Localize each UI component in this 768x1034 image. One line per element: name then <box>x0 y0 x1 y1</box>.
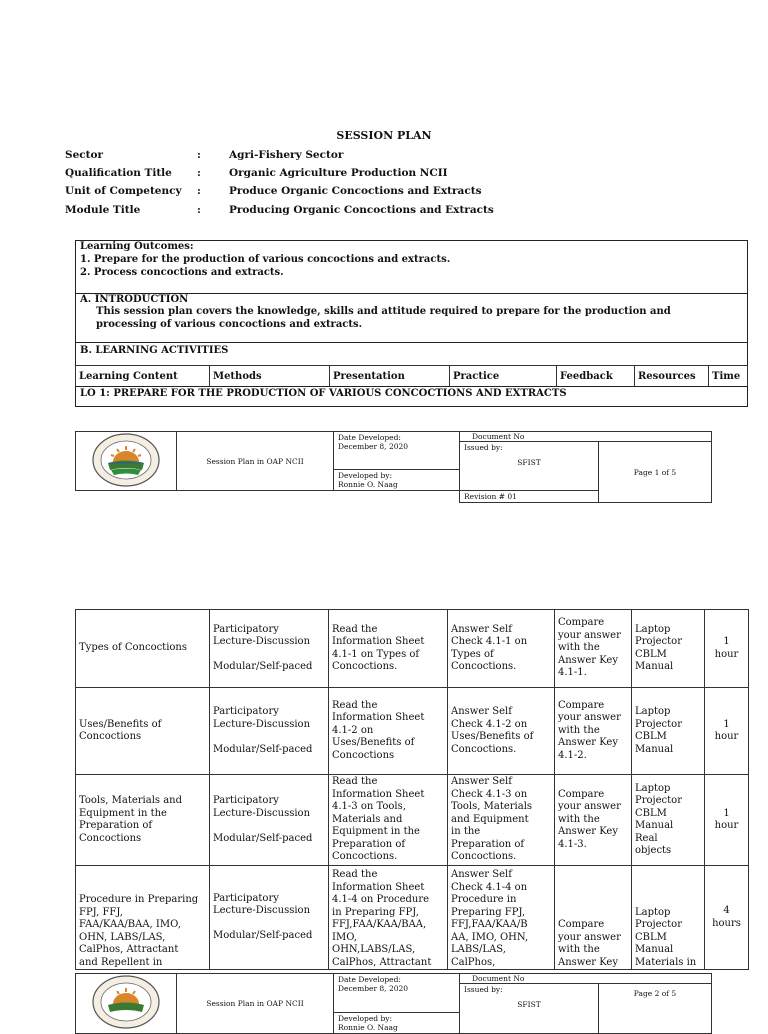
cell-content: Procedure in Preparing FPJ, FFJ, FAA/KAA/BAA, IMO, OHN, LABS/LAS, CalPhos, Attractant and Repellent in <box>76 866 210 970</box>
date-cell <box>334 432 460 470</box>
developer-label: Developed by: <box>338 471 393 480</box>
issued-label: Issued by: <box>464 985 503 994</box>
lo1-row <box>75 386 748 407</box>
developer-label: Developed by: <box>338 1013 393 1023</box>
cell-practice: Answer Self Check 4.1-2 on Uses/Benefits of Concoctions. <box>448 688 555 775</box>
table-row <box>76 688 749 775</box>
doc-no-cell: Document No <box>460 432 712 442</box>
introduction-box <box>75 293 748 343</box>
page-number: Page 2 of 5 <box>599 984 712 1034</box>
cell-feedback: Compare your answer with the Answer Key 4.1-2. <box>555 688 632 775</box>
cell-practice: Answer Self Check 4.1-3 on Tools, Materials and Equipment in the Preparation of Concoctions. <box>448 775 555 866</box>
table-row <box>76 610 749 688</box>
column-header: Resources <box>635 366 709 387</box>
cell-feedback: Compare your answer with the Answer Key 4.1-3. <box>555 775 632 866</box>
cell-resources: Laptop Projector CBLM Manual <box>632 610 705 688</box>
developer-cell <box>334 1012 460 1033</box>
issued-label: Issued by: <box>464 443 503 452</box>
plan-name-cell: Session Plan in OAP NCII <box>177 974 334 1034</box>
school-seal-logo <box>91 432 161 488</box>
issued-cell <box>460 984 599 1034</box>
cell-methods: Participatory Lecture-Discussion Modular/Self-paced <box>210 775 329 866</box>
date-label: Date Developed: <box>338 975 401 984</box>
issuer: SFIST <box>517 458 541 467</box>
cell-time: 1 hour <box>705 610 749 688</box>
cell-presentation: Read the Information Sheet 4.1-2 on Uses/Benefits of Concoctions <box>329 688 448 775</box>
lo1-title: LO 1: PREPARE FOR THE PRODUCTION OF VARIOUS CONCOCTIONS AND EXTRACTS <box>80 388 567 399</box>
outcome-item: 2. Process concoctions and extracts. <box>80 267 284 278</box>
introduction-heading: A. INTRODUCTION <box>80 294 189 305</box>
cell-practice: Answer Self Check 4.1-4 on Procedure in Preparing FPJ, FFJ,FAA/KAA/B AA, IMO, OHN, LABS/LAS, CalPhos, <box>448 866 555 970</box>
page-title: SESSION PLAN <box>336 129 432 142</box>
column-header: Learning Content <box>76 366 210 387</box>
introduction-text: processing of various concoctions and extracts. <box>96 319 363 330</box>
issued-cell <box>460 442 599 491</box>
cell-practice: Answer Self Check 4.1-1 on Types of Concoctions. <box>448 610 555 688</box>
document-footer <box>75 431 712 503</box>
table-row <box>76 775 749 866</box>
learning-outcomes-heading: Learning Outcomes: <box>80 241 194 252</box>
cell-resources: Laptop Projector CBLM Manual <box>632 688 705 775</box>
cell-feedback: Compare your answer with the Answer Key <box>555 866 632 970</box>
cell-methods: Participatory Lecture-Discussion Modular/Self-paced <box>210 610 329 688</box>
column-header: Presentation <box>330 366 450 387</box>
cell-presentation: Read the Information Sheet 4.1-3 on Tools, Materials and Equipment in the Preparation of Concoctions. <box>329 775 448 866</box>
developer-value: Ronnie O. Naag <box>338 480 398 489</box>
learning-activities-heading: B. LEARNING ACTIVITIES <box>80 345 229 356</box>
cell-presentation: Read the Information Sheet 4.1-1 on Types of Concoctions. <box>329 610 448 688</box>
introduction-text: This session plan covers the knowledge, skills and attitude required to prepare for the production and <box>96 306 671 317</box>
column-header: Feedback <box>557 366 635 387</box>
outcome-item: 1. Prepare for the production of various concoctions and extracts. <box>80 254 451 265</box>
plan-name-cell: Session Plan in OAP NCII <box>177 432 334 491</box>
cell-time: 1 hour <box>705 688 749 775</box>
cell-methods: Participatory Lecture-Discussion Modular/Self-paced <box>210 688 329 775</box>
column-header: Time <box>709 366 748 387</box>
date-value: December 8, 2020 <box>338 442 409 451</box>
table-row <box>76 866 749 970</box>
learning-activities-box <box>75 342 748 366</box>
cell-content: Uses/Benefits of Concoctions <box>76 688 210 775</box>
issuer: SFIST <box>517 1000 541 1009</box>
cell-feedback: Compare your answer with the Answer Key 4.1-1. <box>555 610 632 688</box>
learning-outcomes-box <box>75 240 748 294</box>
school-seal-logo <box>91 974 161 1030</box>
cell-presentation: Read the Information Sheet 4.1-4 on Procedure in Preparing FPJ, FFJ,FAA/KAA/BAA, IMO, OHN,LABS/LAS, CalPhos, Attractant <box>329 866 448 970</box>
cell-methods: Participatory Lecture-Discussion Modular/Self-paced <box>210 866 329 970</box>
page-number: Page 1 of 5 <box>599 442 712 503</box>
date-value: December 8, 2020 <box>338 984 409 993</box>
logo-cell <box>76 974 177 1034</box>
doc-no-cell: Document No <box>460 974 712 984</box>
logo-cell <box>76 432 177 491</box>
date-label: Date Developed: <box>338 433 401 442</box>
cell-resources: Laptop Projector CBLM Manual Materials in <box>632 866 705 970</box>
activities-header-row <box>75 365 748 387</box>
developer-value: Ronnie O. Naag <box>338 1022 398 1032</box>
document-footer-page2 <box>75 973 712 1034</box>
cell-content: Types of Concoctions <box>76 610 210 688</box>
revision-cell: Revision # 01 <box>460 491 599 503</box>
cell-time: 4 hours <box>705 866 749 970</box>
date-cell <box>334 974 460 1013</box>
developer-cell <box>334 470 460 491</box>
cell-content: Tools, Materials and Equipment in the Preparation of Concoctions <box>76 775 210 866</box>
cell-time: 1 hour <box>705 775 749 866</box>
cell-resources: Laptop Projector CBLM Manual Real objects <box>632 775 705 866</box>
activities-table <box>75 609 749 970</box>
column-header: Practice <box>450 366 557 387</box>
column-header: Methods <box>210 366 330 387</box>
